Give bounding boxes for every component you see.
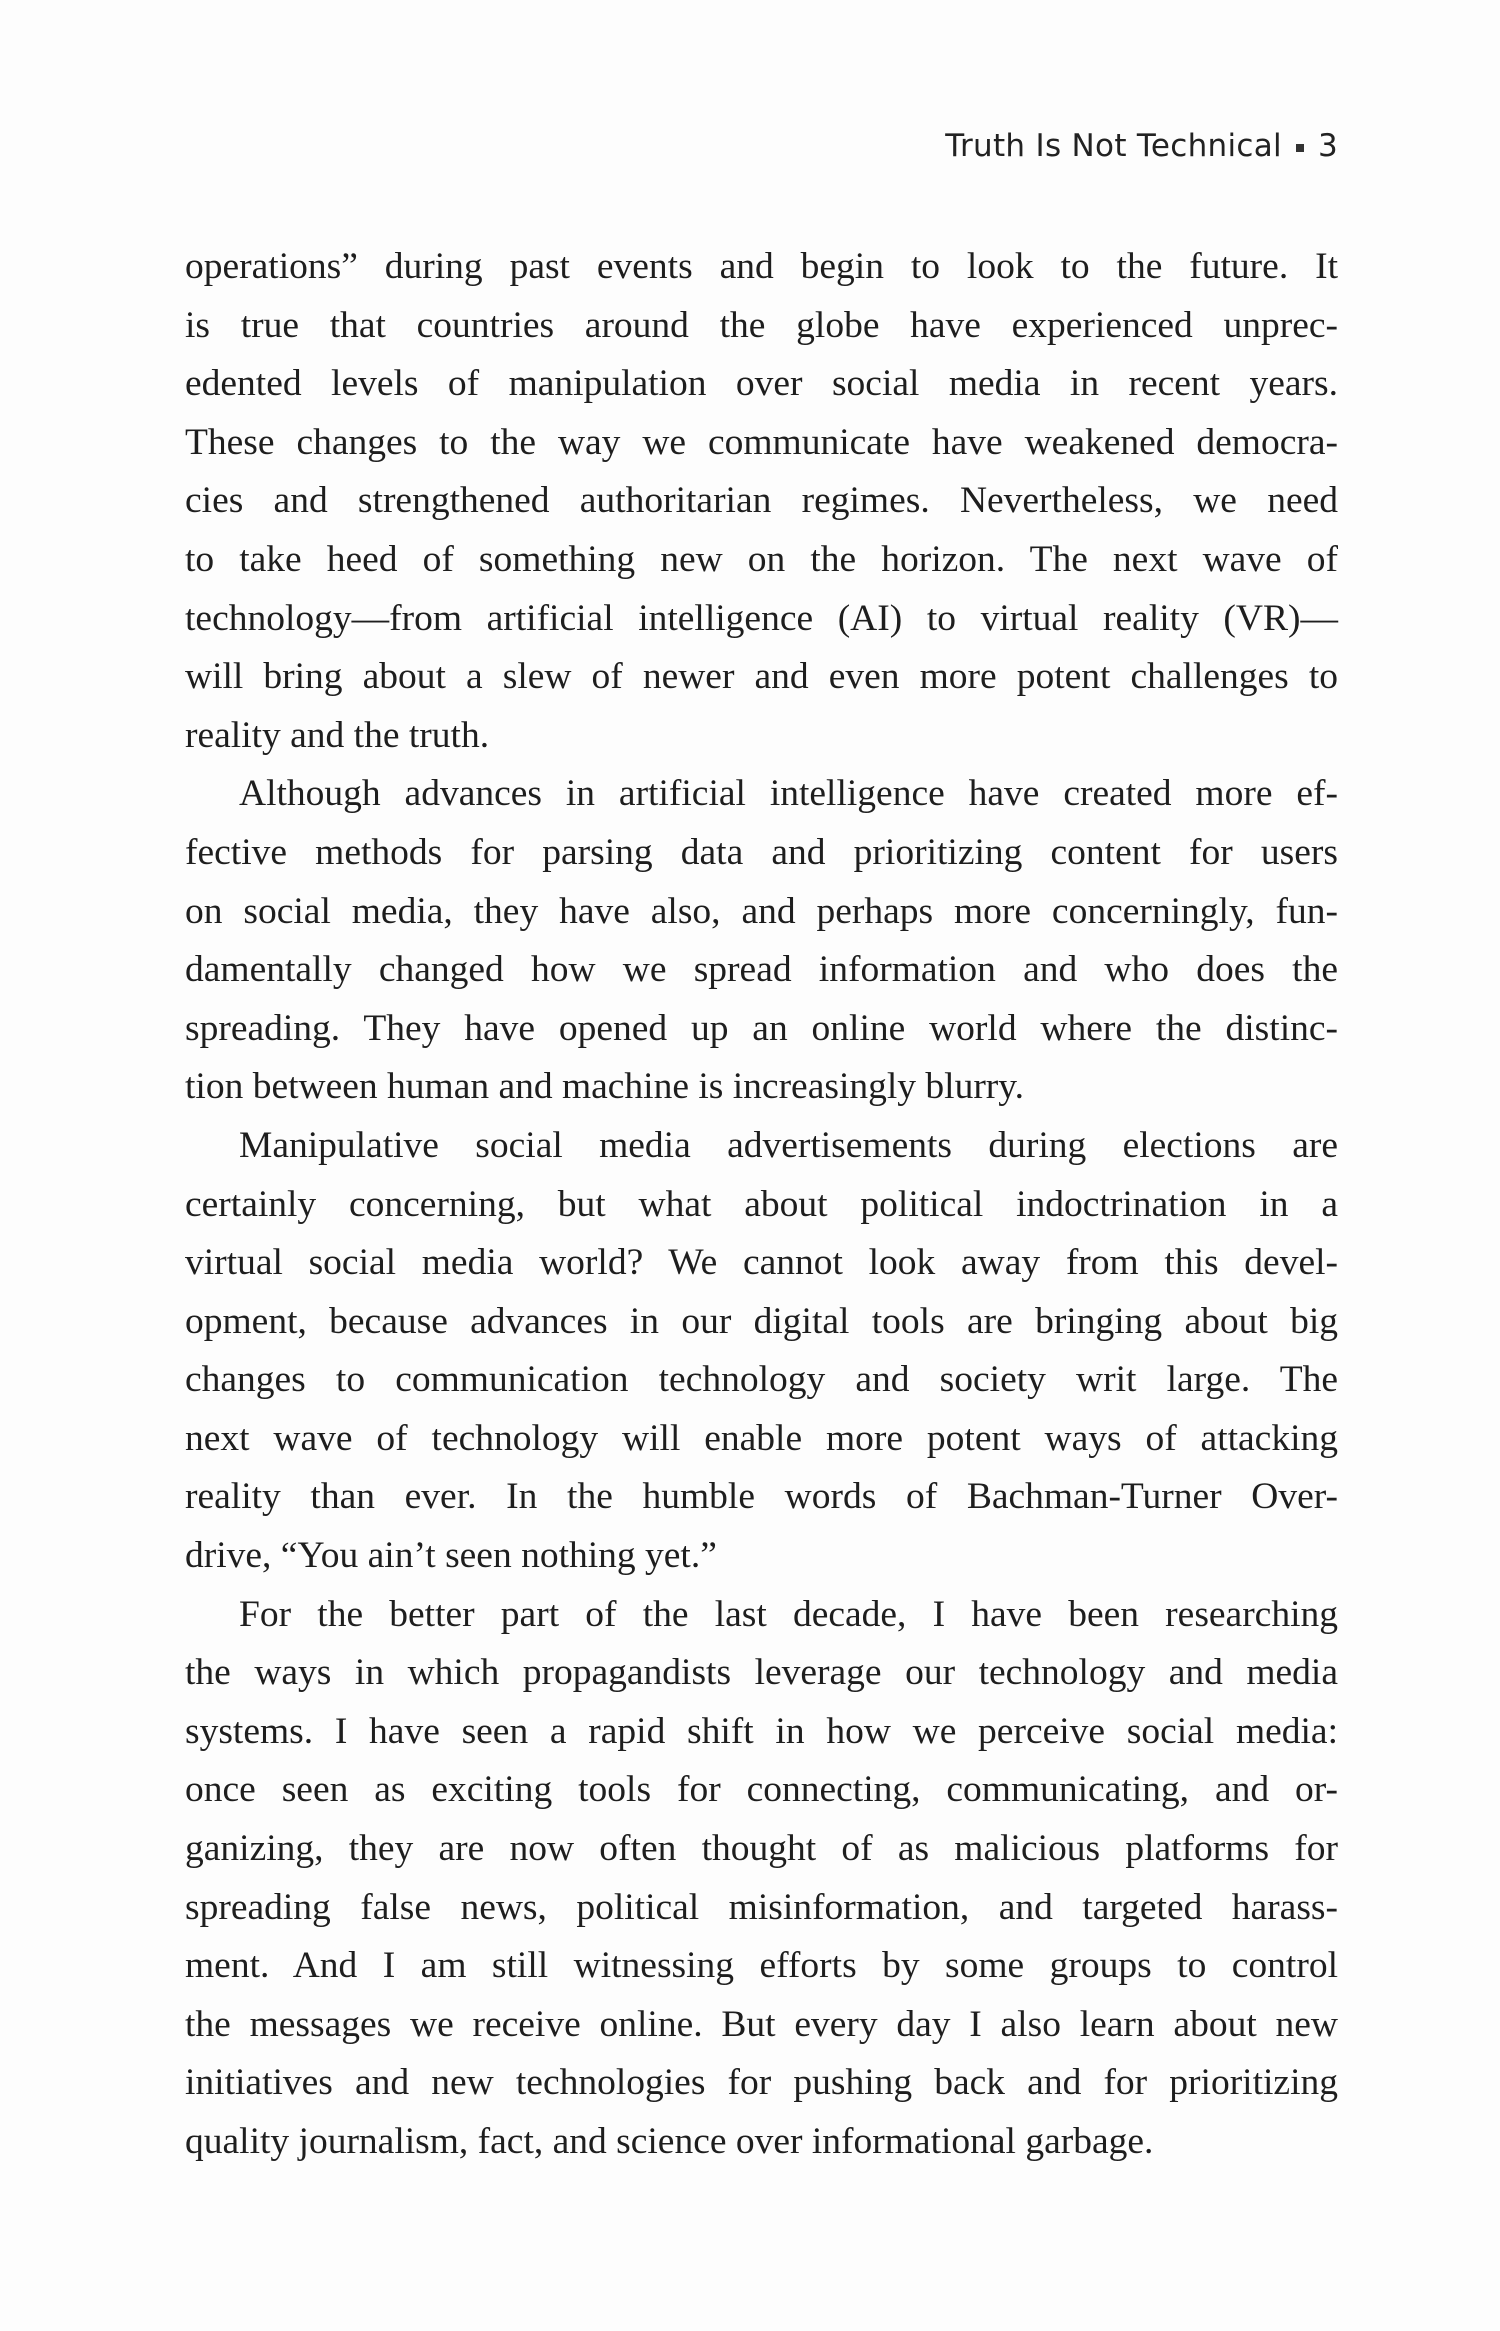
text-line: drive, “You ain’t seen nothing yet.” bbox=[185, 1535, 717, 1577]
text-line: reality than ever. In the humble words of Bachman-Turner Over- bbox=[185, 1476, 1338, 1518]
text-line: initiatives and new technologies for pushing back and for prioritizing bbox=[185, 2062, 1338, 2104]
text-line: spreading. They have opened up an online world where the distinc- bbox=[185, 1007, 1338, 1049]
paragraph bbox=[185, 765, 1338, 1117]
text-line: Although advances in artificial intelligence have created more ef- bbox=[239, 773, 1338, 815]
text-line: systems. I have seen a rapid shift in how we perceive social media: bbox=[185, 1710, 1338, 1752]
text-line: certainly concerning, but what about political indoctrination in a bbox=[185, 1183, 1338, 1225]
paragraph bbox=[185, 238, 1338, 765]
text-line: tion between human and machine is increasingly blurry. bbox=[185, 1066, 1024, 1108]
text-line: technology—from artificial intelligence (AI) to virtual reality (VR)— bbox=[185, 597, 1338, 639]
text-line: quality journalism, fact, and science over informational garbage. bbox=[185, 2121, 1154, 2162]
text-line: For the better part of the last decade, I have been researching bbox=[239, 1593, 1338, 1635]
text-line: fective methods for parsing data and prioritizing content for users bbox=[185, 831, 1338, 873]
text-line: next wave of technology will enable more potent ways of attacking bbox=[185, 1417, 1338, 1459]
paragraph bbox=[185, 1117, 1338, 1586]
text-line: These changes to the way we communicate have weakened democra- bbox=[185, 421, 1338, 463]
text-line: Manipulative social media advertisements during elections are bbox=[239, 1124, 1338, 1166]
text-line: reality and the truth. bbox=[185, 714, 490, 756]
text-line: ganizing, they are now often thought of as malicious platforms for bbox=[185, 1828, 1338, 1870]
text-line: the ways in which propagandists leverage our technology and media bbox=[185, 1652, 1338, 1694]
text-line: cies and strengthened authoritarian regimes. Nevertheless, we need bbox=[185, 480, 1338, 522]
text-line: edented levels of manipulation over social media in recent years. bbox=[185, 363, 1338, 405]
running-header bbox=[945, 128, 1338, 164]
text-line: ment. And I am still witnessing efforts by some groups to control bbox=[185, 1945, 1338, 1987]
text-line: once seen as exciting tools for connecting, communicating, and or- bbox=[185, 1769, 1338, 1811]
text-line: damentally changed how we spread information and who does the bbox=[185, 949, 1338, 991]
paragraph bbox=[185, 1586, 1338, 2172]
text-line: the messages we receive online. But every day I also learn about new bbox=[185, 2003, 1338, 2045]
text-line: changes to communication technology and society writ large. The bbox=[185, 1359, 1338, 1401]
text-line: operations” during past events and begin to look to the future. It bbox=[185, 246, 1338, 287]
text-line: will bring about a slew of newer and even more potent challenges to bbox=[185, 656, 1338, 698]
running-header-title: Truth Is Not Technical bbox=[945, 128, 1282, 164]
text-line: virtual social media world? We cannot look away from this devel- bbox=[185, 1242, 1338, 1284]
bullet-separator bbox=[1296, 144, 1304, 152]
text-line: on social media, they have also, and perhaps more concerningly, fun- bbox=[185, 890, 1338, 932]
page-number: 3 bbox=[1317, 128, 1338, 164]
text-line: to take heed of something new on the horizon. The next wave of bbox=[185, 538, 1338, 580]
text-line: opment, because advances in our digital tools are bringing about big bbox=[185, 1300, 1338, 1342]
text-line: spreading false news, political misinformation, and targeted harass- bbox=[185, 1886, 1338, 1928]
text-line: is true that countries around the globe have experienced unprec- bbox=[185, 304, 1338, 346]
body-text bbox=[185, 238, 1338, 2172]
